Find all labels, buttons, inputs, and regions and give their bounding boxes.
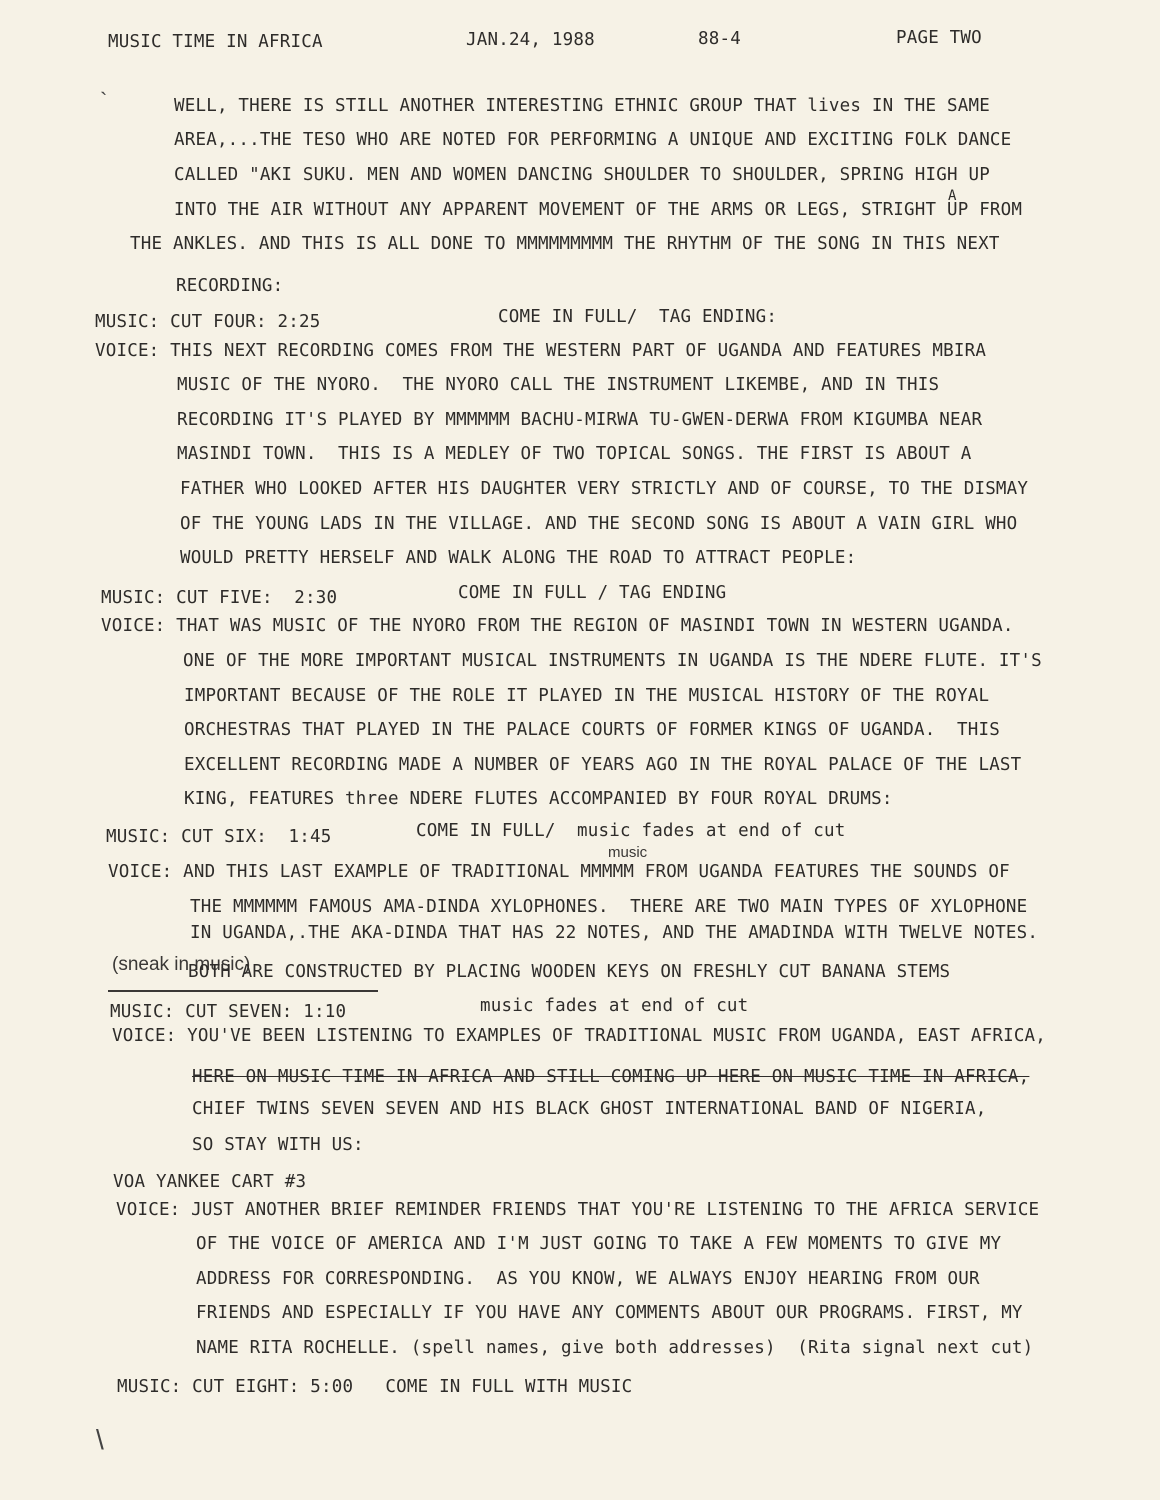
text-line: SO STAY WITH US: [192,1135,364,1155]
header-page: PAGE TWO [896,28,982,48]
text-line: IMPORTANT BECAUSE OF THE ROLE IT PLAYED IN THE MUSICAL HISTORY OF THE ROYAL [184,686,990,706]
text-line: MASINDI TOWN. THIS IS A MEDLEY OF TWO TOPICAL SONGS. THE FIRST IS ABOUT A [177,444,972,464]
voice-line: VOICE: YOU'VE BEEN LISTENING TO EXAMPLES OF TRADITIONAL MUSIC FROM UGANDA, EAST AFRICA, [112,1026,1047,1046]
text-line: WELL, THERE IS STILL ANOTHER INTERESTING ETHNIC GROUP THAT lives IN THE SAME [174,96,990,116]
music-cue-direction: COME IN FULL / TAG ENDING [458,583,727,603]
text-line: IN UGANDA,.THE AKA-DINDA THAT HAS 22 NOTES, AND THE AMADINDA WITH TWELVE NOTES. [190,923,1039,943]
text-line: NAME RITA ROCHELLE. (spell names, give both addresses) (Rita signal next cut) [196,1338,1034,1358]
text-line: FRIENDS AND ESPECIALLY IF YOU HAVE ANY COMMENTS ABOUT OUR PROGRAMS. FIRST, MY [196,1303,1023,1323]
text-line: THE MMMMMM FAMOUS AMA-DINDA XYLOPHONES. THERE ARE TWO MAIN TYPES OF XYLOPHONE [190,897,1028,917]
handwritten-note: (sneak in music) [112,954,251,975]
text-line: WOULD PRETTY HERSELF AND WALK ALONG THE ROAD TO ATTRACT PEOPLE: [180,548,857,568]
voice-line: VOICE: THIS NEXT RECORDING COMES FROM THE WESTERN PART OF UGANDA AND FEATURES MBIRA [95,341,987,361]
voice-line: VOICE: JUST ANOTHER BRIEF REMINDER FRIENDS THAT YOU'RE LISTENING TO THE AFRICA SERVICE [116,1200,1040,1220]
text-insertion: A [948,188,957,204]
music-cue: MUSIC: CUT FIVE: 2:30 [101,588,338,608]
text-line: RECORDING IT'S PLAYED BY MMMMMM BACHU-MIRWA TU-GWEN-DERWA FROM KIGUMBA NEAR [177,410,983,430]
stray-mark: \ [96,1424,104,1455]
text-line: OF THE VOICE OF AMERICA AND I'M JUST GOING TO TAKE A FEW MOMENTS TO GIVE MY [196,1234,1002,1254]
text-line: EXCELLENT RECORDING MADE A NUMBER OF YEARS AGO IN THE ROYAL PALACE OF THE LAST [184,755,1022,775]
text-line: OF THE YOUNG LADS IN THE VILLAGE. AND THE SECOND SONG IS ABOUT A VAIN GIRL WHO [180,514,1018,534]
music-cue: MUSIC: CUT EIGHT: 5:00 COME IN FULL WITH MUSIC [117,1377,633,1397]
music-cue: MUSIC: CUT FOUR: 2:25 [95,312,321,332]
text-line: THE ANKLES. AND THIS IS ALL DONE TO MMMMMMMMM THE RHYTHM OF THE SONG IN THIS NEXT [130,234,1000,254]
music-cue-direction: COME IN FULL/ TAG ENDING: [498,307,778,327]
text-line: KING, FEATURES three NDERE FLUTES ACCOMPANIED BY FOUR ROYAL DRUMS: [184,789,893,809]
stray-mark: ` [100,88,108,113]
cart-cue: VOA YANKEE CART #3 [113,1172,307,1192]
header-number: 88-4 [698,29,741,49]
text-line: ONE OF THE MORE IMPORTANT MUSICAL INSTRUMENTS IN UGANDA IS THE NDERE FLUTE. IT'S [183,651,1042,671]
music-cue: MUSIC: CUT SIX: 1:45 [106,827,332,847]
voice-line: VOICE: AND THIS LAST EXAMPLE OF TRADITIONAL MMMMM FROM UGANDA FEATURES THE SOUNDS OF [108,862,1010,882]
music-cue-direction: music fades at end of cut [480,996,749,1016]
text-line: FATHER WHO LOOKED AFTER HIS DAUGHTER VERY STRICTLY AND OF COURSE, TO THE DISMAY [180,479,1029,499]
handwritten-underline [108,990,378,992]
music-cue: MUSIC: CUT SEVEN: 1:10 [110,1002,347,1022]
text-line: CALLED "AKI SUKU. MEN AND WOMEN DANCING SHOULDER TO SHOULDER, SPRING HIGH UP [174,165,990,185]
text-line: ORCHESTRAS THAT PLAYED IN THE PALACE COURTS OF FORMER KINGS OF UGANDA. THIS [184,720,1000,740]
text-line: CHIEF TWINS SEVEN SEVEN AND HIS BLACK GHOST INTERNATIONAL BAND OF NIGERIA, [192,1099,987,1119]
voice-line: VOICE: THAT WAS MUSIC OF THE NYORO FROM THE REGION OF MASINDI TOWN IN WESTERN UGANDA. [101,616,1014,636]
header-program: MUSIC TIME IN AFRICA [108,32,323,52]
text-line: BOTH ARE CONSTRUCTED BY PLACING WOODEN KEYS ON FRESHLY CUT BANANA STEMS [188,962,951,982]
header-date: JAN.24, 1988 [466,30,595,50]
music-cue-direction: COME IN FULL/ music fades at end of cut [416,821,846,841]
text-line: ADDRESS FOR CORRESPONDING. AS YOU KNOW, WE ALWAYS ENJOY HEARING FROM OUR [196,1269,980,1289]
text-line: MUSIC OF THE NYORO. THE NYORO CALL THE INSTRUMENT LIKEMBE, AND IN THIS [177,375,940,395]
text-line: INTO THE AIR WITHOUT ANY APPARENT MOVEMENT OF THE ARMS OR LEGS, STRIGHT UP FROM [174,200,1023,220]
text-line: RECORDING: [176,276,284,296]
handwritten-insertion: music [608,844,648,861]
text-line: AREA,...THE TESO WHO ARE NOTED FOR PERFORMING A UNIQUE AND EXCITING FOLK DANCE [174,130,1012,150]
text-line: HERE ON MUSIC TIME IN AFRICA AND STILL COMING UP HERE ON MUSIC TIME IN AFRICA, [192,1067,1030,1087]
